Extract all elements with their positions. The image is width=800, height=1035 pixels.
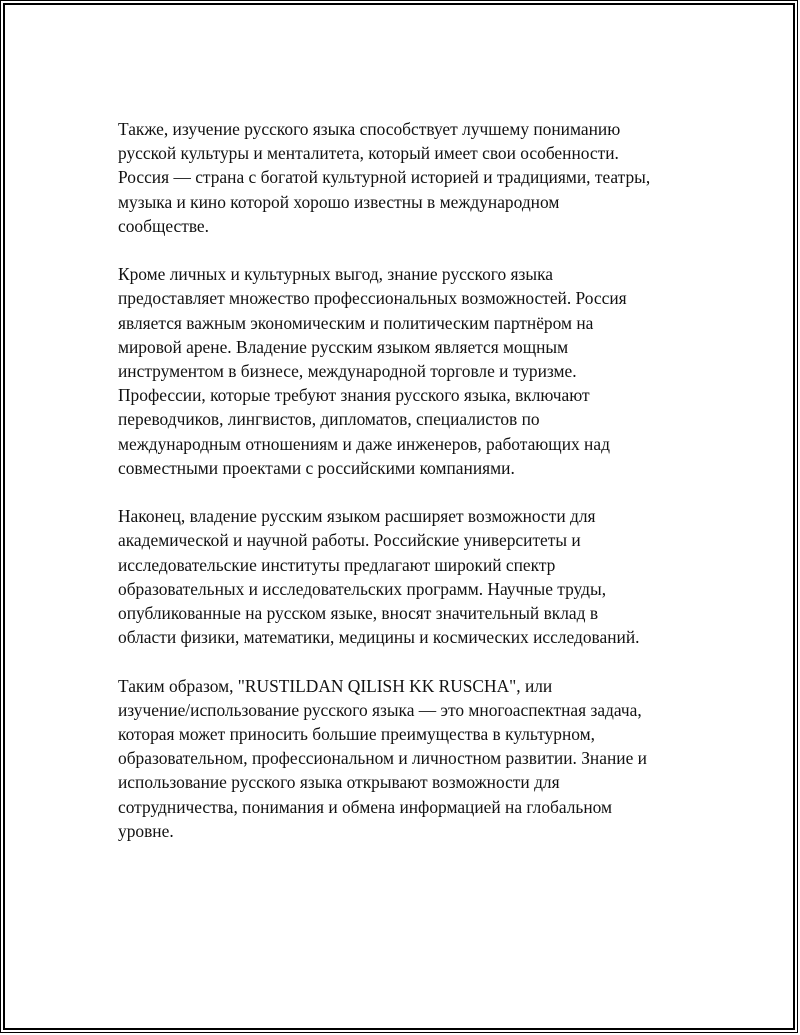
text-line: которая может приносить большие преимущества в культурном, [118,724,595,745]
text-line: Наконец, владение русским языком расширяет возможности для [118,506,596,527]
text-line: образовательных и исследовательских программ. Научные труды, [118,578,607,599]
text-line: инструментом в бизнесе, международной торговле и туризме. [118,361,577,382]
paragraph-academic [118,504,683,649]
text-line: является важным экономическим и политическим партнёром на [118,312,594,333]
paragraph-conclusion [118,674,683,843]
text-line: Таким образом, "RUSTILDAN QILISH KK RUSCHA", или [118,675,553,696]
text-line: музыка и кино которой хорошо известны в международном [118,191,560,212]
text-line: академической и научной работы. Российские университеты и [118,530,581,551]
text-line: использование русского языка открывают возможности для [118,772,560,793]
document-body [118,117,683,867]
text-line: Россия — страна с богатой культурной историей и традициями, театры, [118,167,651,188]
text-line: мировой арене. Владение русским языком является мощным [118,336,569,357]
text-line: уровне. [118,820,174,841]
text-line: Также, изучение русского языка способствует лучшему пониманию [118,119,621,139]
text-line: опубликованные на русском языке, вносят значительный вклад в [118,603,599,624]
text-line: переводчиков, лингвистов, дипломатов, специалистов по [118,409,540,430]
text-line: области физики, математики, медицины и космических исследований. [118,627,640,648]
paragraph-professional [118,262,683,480]
text-line: русской культуры и менталитета, который имеет свои особенности. [118,143,619,164]
text-line: совместными проектами с российскими компаниями. [118,457,515,478]
text-line: Кроме личных и культурных выгод, знание русского языка [118,264,553,285]
text-line: международным отношениям и даже инженеров, работающих над [118,433,610,454]
text-line: сообществе. [118,215,209,236]
text-line: предоставляет множество профессиональных возможностей. Россия [118,288,627,309]
paragraph-culture [118,117,683,238]
text-line: исследовательские институты предлагают широкий спектр [118,554,556,575]
text-line: сотрудничества, понимания и обмена информацией на глобальном [118,796,613,817]
text-line: образовательном, профессиональном и личностном развитии. Знание и [118,748,647,769]
text-line: изучение/использование русского языка — это многоаспектная задача, [118,699,642,720]
text-line: Профессии, которые требуют знания русского языка, включают [118,385,590,406]
